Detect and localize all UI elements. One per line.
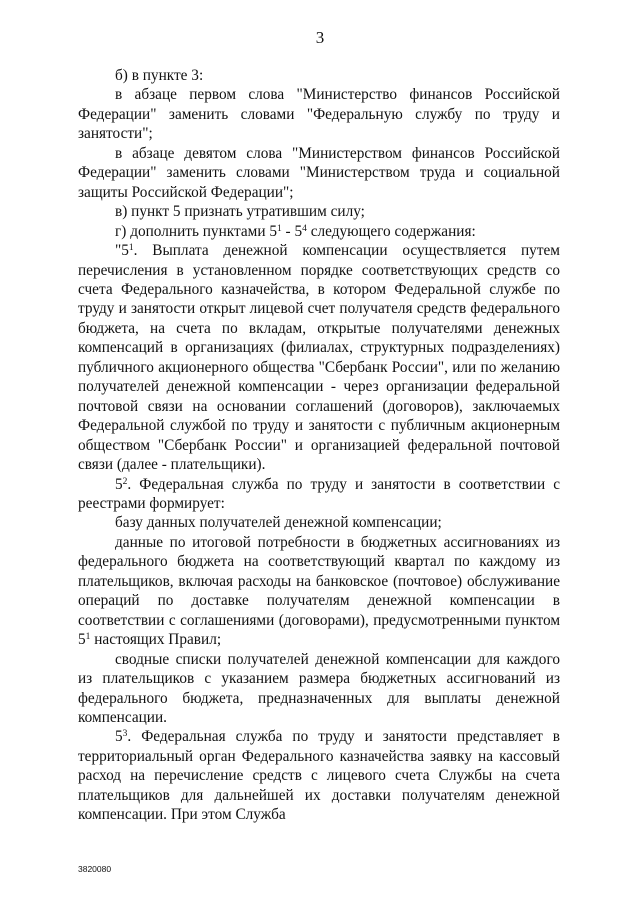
paragraph-5-1 [78,241,560,474]
paragraph-database: базу данных получателей денежной компенсации; [115,514,442,532]
text-part: следующего содержания: [306,222,476,240]
paragraph-5-2 [78,475,560,514]
paragraph-first-abzac: в абзаце первом слова "Министерство финансов Российской Федерации" заменить словами "Федеральную службу по труду и занятости"; [78,86,560,143]
text-part: "5 [115,242,129,260]
superscript: 4 [302,223,307,234]
text-part: настоящих Правил; [90,631,222,649]
page-number: 3 [315,28,325,47]
text-part: г) дополнить пунктами 5 [115,222,277,240]
paragraph-item-v: в) пункт 5 признать утратившим силу; [115,203,365,221]
text-part: данные по итоговой потребности в бюджетных ассигнованиях из федерального бюджета на соответствующий квартал по каждому из плательщиков, включая расходы на банковское (почтовое) обслуживание операций по доставке получателям денежной компенсации в соответствии с соглашениями (договорами), предусмотренными пунктом 5 [78,533,560,649]
paragraph-5-3 [78,727,560,824]
paragraph-item-g [78,222,560,241]
text-part: . Выплата денежной компенсации осуществляется путем перечисления в установленном порядке соответствующих средств со счета Федерального казначейства, в котором Федеральной службе по труду и занятости открыт лицевой счет получателя средств федерального бюджета, на счета по вкладам, открытые получателями денежных компенсаций в организациях (филиалах, структурных подразделениях) публичного акционерного общества "Сбербанк России", или по желанию получателей денежной компенсации - через организации федеральной почтовой связи на основании соглашений (договоров), заключаемых Федеральной службой по труду и занятости с публичным акционерным обществом "Сбербанк России" и организацией федеральной почтовой связи (далее - плательщики). [78,242,560,474]
paragraph-summary-lists: сводные списки получателей денежной компенсации для каждого из плательщиков с указанием размера бюджетных ассигнований из федерального бюджета, предназначенных для выплаты денежной компенсации. [78,650,560,726]
document-body [78,66,560,825]
superscript: 3 [122,729,128,740]
paragraph-requirements [78,533,560,650]
superscript: 1 [85,631,91,642]
document-code: 3820080 [78,864,112,874]
text-part: - 5 [281,222,303,240]
paragraph-item-b: б) в пункте 3: [115,67,204,84]
superscript: 1 [128,242,134,253]
superscript: 2 [122,476,128,487]
text-part: . Федеральная служба по труду и занятости в соответствии с реестрами формирует: [78,475,560,512]
text-part: 5 [115,475,123,493]
superscript: 1 [277,223,282,234]
text-part: . Федеральная служба по труду и занятости представляет в территориальный орган Федерального казначейства заявку на кассовый расход на перечисление средств с лицевого счета Службы на счета плательщиков для дальнейшей их доставки получателям денежной компенсации. При этом Служба [78,728,560,824]
paragraph-ninth-abzac: в абзаце девятом слова "Министерством финансов Российской Федерации" заменить словами "Министерством труда и социальной защиты Российской Федерации"; [78,144,560,201]
text-part: 5 [115,728,123,746]
